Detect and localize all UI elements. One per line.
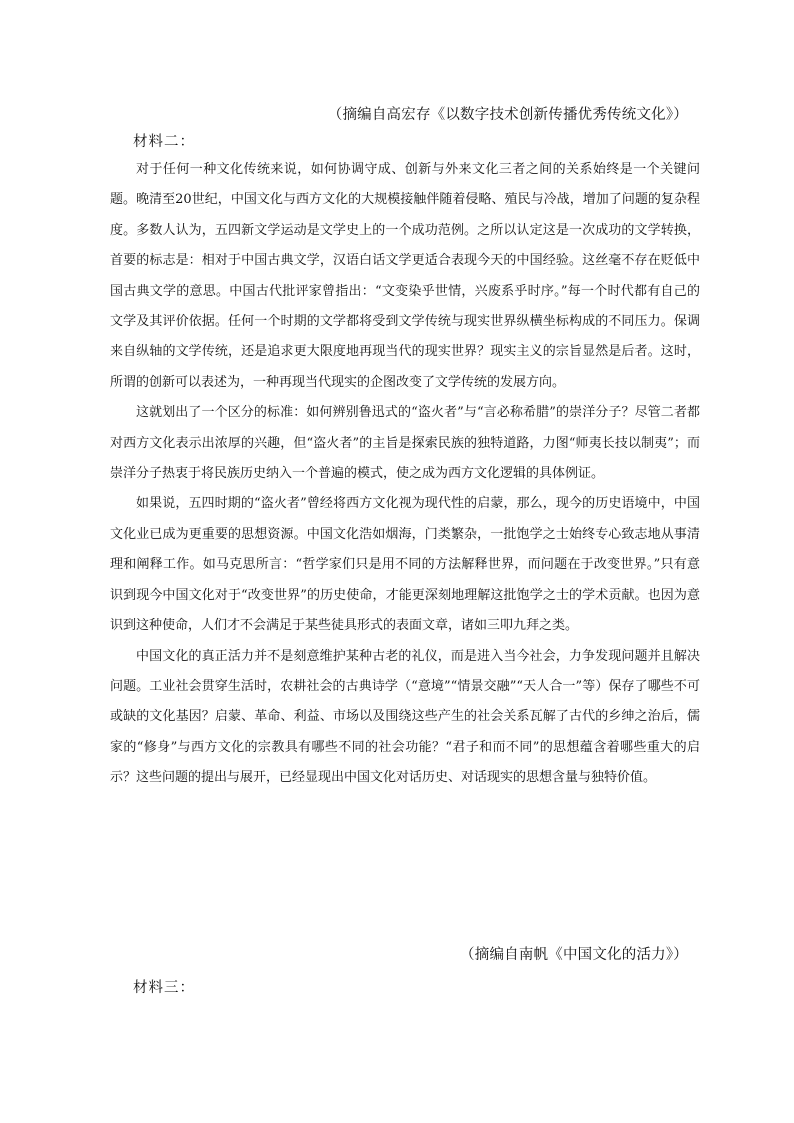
source-citation-1: （摘编自高宏存《以数字技术创新传播优秀传统文化》） xyxy=(327,107,688,123)
material-2-body xyxy=(110,155,700,794)
paragraph-4: 中国文化的真正活力并不是刻意维护某种古老的礼仪，而是进入当今社会，力争发现问题并且解决问题。工业社会贯穿生活时，农耕社会的古典诗学（“意境”“情景交融”“天人合一”等）保存了哪些不可或缺的文化基因？启蒙、革命、利益、市场以及围绕这些产生的社会关系瓦解了古代的乡绅之治后，儒家的“修身”与西方文化的宗教具有哪些不同的社会功能？“君子和而不同”的思想蕴含着哪些重大的启示？这些问题的提出与展开，已经显现出中国文化对话历史、对话现实的思想含量与独特价值。 xyxy=(110,648,700,786)
paragraph-1: 对于任何一种文化传统来说，如何协调守成、创新与外来文化三者之间的关系始终是一个关键问题。晚清至20世纪，中国文化与西方文化的大规模接触伴随着侵略、殖民与冷战，增加了问题的复杂程度。多数人认为，五四新文学运动是文学史上的一个成功范例。之所以认定这是一次成功的文学转换，首要的标志是：相对于中国古典文学，汉语白话文学更适合表现今天的中国经验。这丝毫不存在贬低中国古典文学的意思。中国古代批评家曾指出：“文变染乎世情，兴废系乎时序。”每一个时代都有自己的文学及其评价依据。任何一个时期的文学都将受到文学传统与现实世界纵横坐标构成的不同压力。保调来自纵轴的文学传统，还是追求更大限度地再现当代的现实世界？现实主义的宗旨显然是后者。这时，所谓的创新可以表述为，一种再现当代现实的企图改变了文学传统的发展方向。 xyxy=(110,162,700,390)
source-citation-2: （摘编自南帆《中国文化的活力》） xyxy=(460,947,688,963)
paragraph-2: 这就划出了一个区分的标准：如何辨别鲁迅式的“盗火者”与“言必称希腊”的崇洋分子？尽管二者都对西方文化表示出浓厚的兴趣，但“盗火者”的主旨是探索民族的独特道路，力图“师夷长技以制夷”；而崇洋分子热衷于将民族历史纳入一个普遍的模式，使之成为西方文化逻辑的具体例证。 xyxy=(110,405,700,482)
material-3-heading: 材料三： xyxy=(133,980,195,996)
material-2-heading: 材料二： xyxy=(133,134,195,150)
paragraph-3: 如果说，五四时期的“盗火者”曾经将西方文化视为现代性的启蒙，那么，现今的历史语境中，中国文化业已成为更重要的思想资源。中国文化浩如烟海，门类繁杂，一批饱学之士始终专心致志地从事清理和阐释工作。如马克思所言：“哲学家们只是用不同的方法解释世界，而问题在于改变世界。”只有意识到现今中国文化对于“改变世界”的历史使命，才能更深刻地理解这批饱学之士的学术贡献。也因为意识到这种使命，人们才不会满足于某些徒具形式的表面文章，诸如三叩九拜之类。 xyxy=(110,496,700,634)
